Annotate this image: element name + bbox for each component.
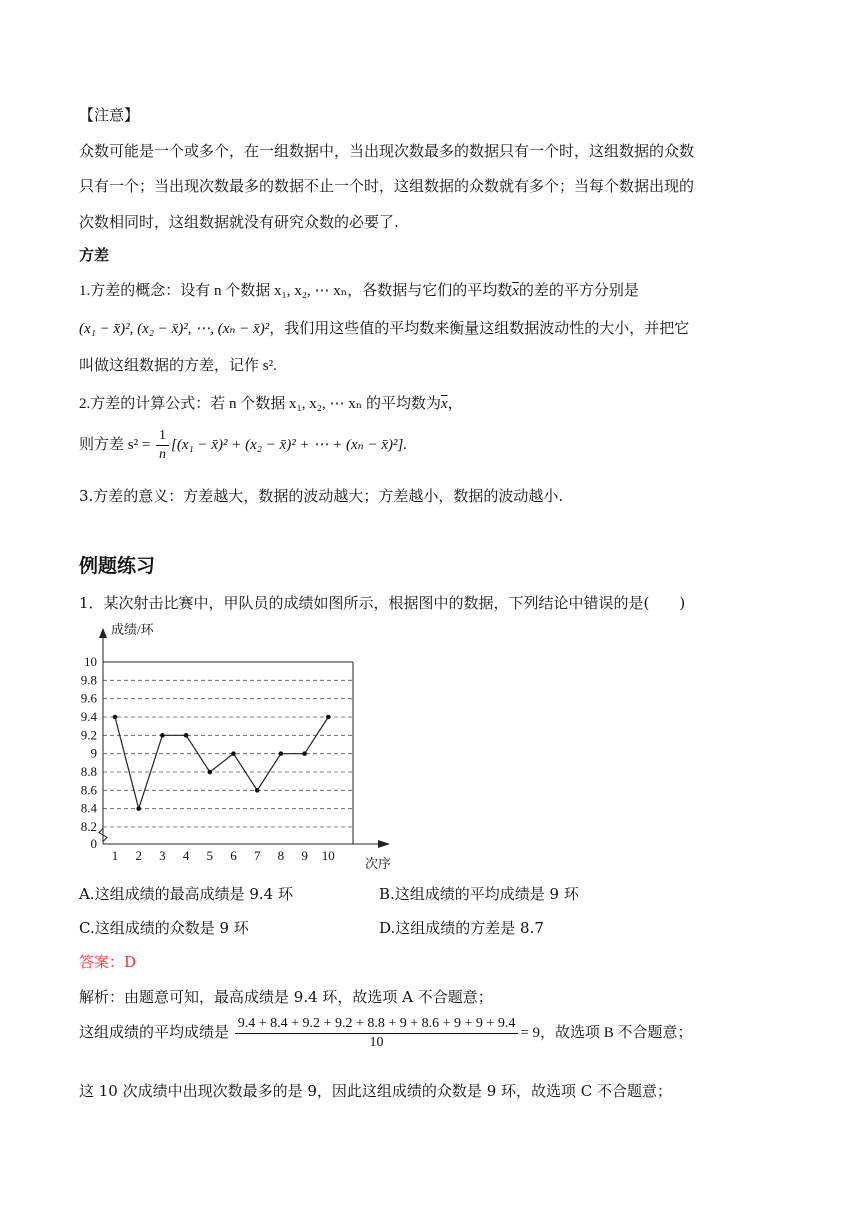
variance-formula-prefix: 则方差 s² =	[79, 436, 151, 453]
note-line-2: 只有一个；当出现次数最多的数据不止一个时，这组数据的众数就有多个；当每个数据出现的	[79, 177, 695, 195]
y-tick-label: 8.4	[80, 800, 97, 816]
mean-fraction	[235, 1016, 519, 1051]
note-heading: 【注意】	[79, 106, 140, 124]
data-point	[279, 751, 284, 756]
variance-calc-text-a: 2.方差的计算公式：若 n 个数据 x₁, x₂, ⋯ xₙ 的平均数为	[79, 396, 441, 412]
data-point	[302, 751, 307, 756]
option-a: A.这组成绩的最高成绩是 9.4 环	[79, 885, 293, 903]
x-tick-label: 4	[182, 848, 190, 863]
x-tick-label: 5	[206, 848, 214, 863]
variance-formula	[79, 428, 407, 463]
analysis-line-1: 解析：由题意可知，最高成绩是 9.4 环，故选项 A 不合题意；	[79, 988, 493, 1006]
analysis-2-prefix: 这组成绩的平均成绩是	[79, 1024, 230, 1041]
variance-meaning: 3.方差的意义：方差越大，数据的波动越大；方差越小，数据的波动越小.	[79, 487, 564, 505]
squared-deviations-formula: (x₁ − x̄)², (x₂ − x̄)², ⋯, (xₙ − x̄)²	[79, 321, 270, 337]
variance-calc-text-b: ，	[447, 396, 463, 412]
x-tick-label: 7	[253, 848, 261, 863]
y-tick-label: 8.8	[80, 764, 97, 779]
analysis-2-suffix: = 9，故选项 B 不合题意；	[520, 1024, 693, 1041]
y-tick-label: 9.6	[80, 690, 97, 706]
analysis-line-2	[79, 1016, 693, 1051]
option-d: D.这组成绩的方差是 8.7	[379, 919, 544, 937]
x-tick-label: 10	[321, 848, 335, 863]
x-tick-label: 1	[111, 848, 119, 863]
y-tick-label: 9.8	[80, 672, 97, 688]
note-line-3: 次数相同时，这组数据就没有研究众数的必要了.	[79, 213, 399, 231]
data-point	[255, 788, 260, 793]
score-line-chart	[70, 620, 410, 870]
option-c: C.这组成绩的众数是 9 环	[79, 919, 249, 937]
option-b: B.这组成绩的平均成绩是 9 环	[379, 885, 579, 903]
mean-symbol: $\overline{x}$	[440, 396, 448, 412]
series-line	[115, 717, 328, 809]
data-point	[326, 715, 331, 720]
y-tick-label: 8.6	[80, 782, 97, 798]
y-axis-label: 成绩/环	[111, 622, 154, 637]
y-tick-label: 9.2	[80, 727, 97, 743]
y-tick-label: 0	[90, 836, 97, 851]
data-point	[160, 733, 165, 738]
variance-def-text-b: 的差的平方分别是	[518, 283, 639, 299]
x-tick-label: 6	[230, 848, 237, 863]
fraction-numerator: 1	[156, 428, 169, 446]
data-point	[113, 715, 118, 720]
one-over-n-fraction	[156, 428, 169, 463]
x-tick-label: 8	[277, 848, 285, 863]
data-point	[136, 806, 141, 811]
y-tick-label: 9.4	[80, 709, 97, 724]
mean-fraction-numerator: 9.4 + 8.4 + 9.2 + 9.2 + 8.8 + 9 + 8.6 + 9 + 9 + 9.4	[235, 1016, 519, 1034]
mean-fraction-denominator: 10	[369, 1035, 384, 1050]
x-tick-label: 2	[135, 848, 142, 863]
variance-def-text-d: 叫做这组数据的方差，记作 s².	[79, 358, 277, 374]
variance-heading: 方差	[79, 246, 110, 264]
answer-text: 答案：D	[79, 953, 137, 971]
chart-root	[81, 622, 391, 870]
data-point	[231, 751, 236, 756]
y-tick-label: 8.2	[80, 819, 97, 834]
variance-definition-formula-line	[79, 317, 689, 338]
x-tick-label: 9	[301, 848, 308, 863]
x-axis-label: 次序	[365, 856, 392, 870]
data-point	[184, 733, 189, 738]
data-point	[208, 770, 213, 775]
note-line-1: 众数可能是一个或多个，在一组数据中，当出现次数最多的数据只有一个时，这组数据的众数	[79, 142, 695, 160]
mean-symbol: $\overline{x}$	[512, 283, 519, 299]
y-tick-label: 9	[90, 745, 97, 761]
variance-definition	[79, 279, 639, 300]
question-1: 1．某次射击比赛中，甲队员的成绩如图所示，根据图中的数据，下列结论中错误的是( )	[79, 594, 686, 612]
y-tick-label: 10	[84, 654, 97, 669]
variance-def-text-c: ，我们用这些值的平均数来衡量这组数据波动性的大小，并把它	[269, 321, 690, 337]
fraction-denominator: n	[159, 447, 167, 462]
variance-formula-body: [(x₁ − x̄)² + (x₂ − x̄)² + ⋯ + (xₙ − x̄)²].	[171, 436, 408, 453]
x-axis-arrow	[378, 840, 390, 848]
examples-heading: 例题练习	[79, 555, 156, 577]
y-axis-arrow	[99, 628, 107, 638]
variance-def-text-a: 1.方差的概念：设有 n 个数据 x₁, x₂, ⋯ xₙ，各数据与它们的平均数	[79, 283, 513, 299]
x-tick-label: 3	[159, 848, 166, 863]
variance-calc-intro	[79, 392, 463, 413]
analysis-line-3: 这 10 次成绩中出现次数最多的是 9，因此这组成绩的众数是 9 环，故选项 C 不合题意；	[79, 1082, 673, 1100]
